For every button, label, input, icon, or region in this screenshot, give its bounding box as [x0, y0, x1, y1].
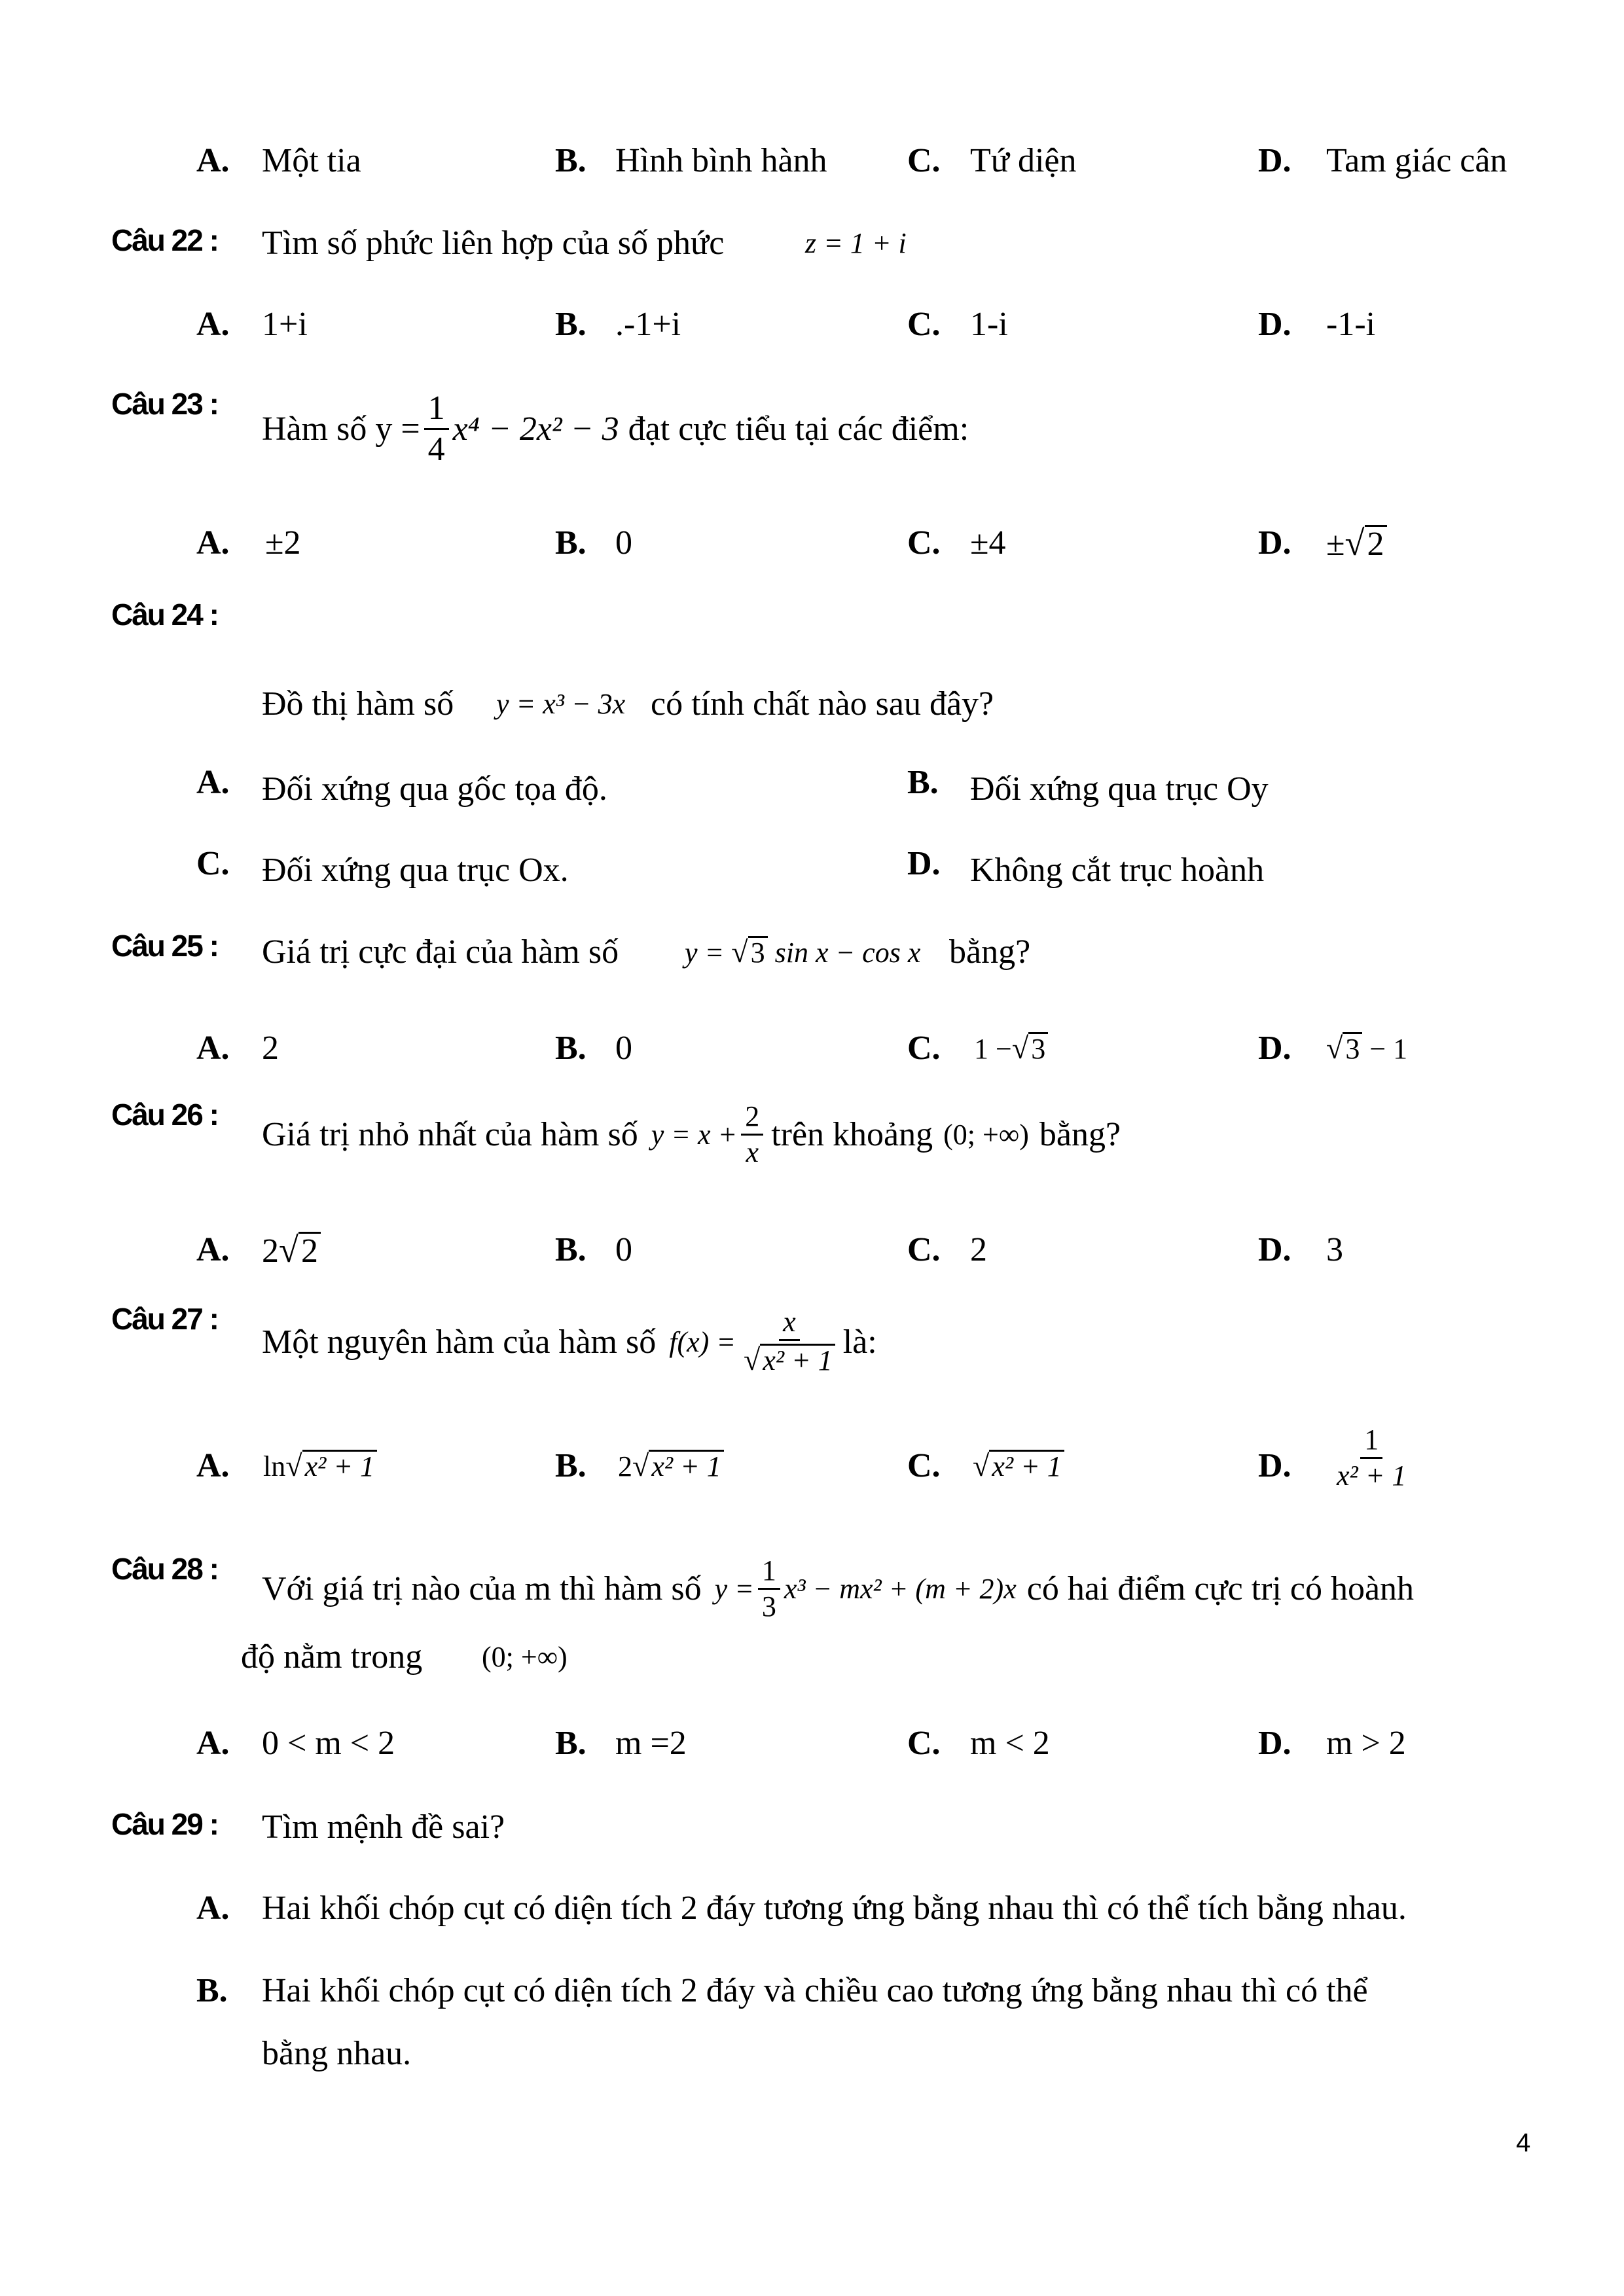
option-d-label: D.: [1258, 1030, 1291, 1067]
option-a-text: 0 < m < 2: [262, 1725, 395, 1762]
radicand: 3: [1343, 1032, 1362, 1064]
question-23-text-after: đạt cực tiểu tại các điểm:: [628, 410, 969, 448]
question-24-math: y = x³ − 3x: [496, 688, 626, 720]
option-b-label: B.: [555, 1030, 586, 1067]
answers-q25: [0, 1022, 1624, 1075]
radicand: x² + 1: [989, 1450, 1064, 1482]
option-b-text: .-1+i: [615, 306, 681, 343]
option-c-label: C.: [907, 1030, 941, 1067]
option-d-label: D.: [907, 845, 941, 882]
option-b-label: B.: [555, 524, 586, 562]
option-b-text: Đối xứng qua trục Oy: [970, 770, 1269, 808]
math-y: y =: [685, 937, 725, 969]
answers-q29-b-line2: [0, 2028, 1624, 2080]
option-b-text-line2: bằng nhau.: [262, 2035, 412, 2072]
option-d-text: -1-i: [1326, 306, 1376, 343]
answers-q22: [0, 298, 1624, 351]
option-a-label: A.: [196, 1890, 230, 1927]
option-a-label: A.: [196, 1231, 230, 1268]
question-28: [262, 1546, 1414, 1631]
option-b-text: Hai khối chóp cụt có diện tích 2 đáy và chiều cao tương ứng bằng nhau thì có thể: [262, 1972, 1368, 2009]
option-a-text: Đối xứng qua gốc tọa độ.: [262, 770, 607, 808]
option-c-text: Tứ diện: [970, 142, 1077, 179]
page-number: 4: [1516, 2128, 1531, 2157]
fraction: [424, 391, 449, 467]
option-b-label: B.: [196, 1972, 228, 2009]
option-a-label: A.: [196, 1030, 230, 1067]
fraction: [741, 1102, 763, 1167]
option-a-label: A.: [196, 306, 230, 343]
option-c-label: C.: [907, 1725, 941, 1762]
option-c-label: C.: [907, 524, 941, 562]
option-a-text: ±2: [265, 524, 301, 562]
question-26-label: Câu 26 :: [111, 1098, 218, 1132]
option-b-label: B.: [907, 764, 939, 801]
question-28-line2: [0, 1631, 1624, 1683]
radicand: 2: [1365, 525, 1387, 563]
question-25: [0, 926, 1624, 978]
option-c-math: √x² + 1: [973, 1440, 1064, 1493]
radicand: x² + 1: [302, 1450, 377, 1482]
option-b-label: B.: [555, 306, 586, 343]
question-27-text: Một nguyên hàm của hàm số: [262, 1323, 657, 1361]
option-d-label: D.: [1258, 1447, 1291, 1484]
option-c-label: C.: [907, 142, 941, 179]
fraction-numerator: x: [779, 1308, 800, 1341]
option-d-label: D.: [1258, 1231, 1291, 1268]
option-d-text: Không cắt trục hoành: [970, 852, 1265, 889]
question-24-text-after: có tính chất nào sau đây?: [651, 685, 994, 723]
question-26-text-after: bằng?: [1039, 1115, 1121, 1153]
question-22: [0, 217, 1624, 270]
option-d-text: Tam giác cân: [1326, 142, 1507, 179]
answers-q29-b: [0, 1965, 1624, 2017]
radicand: 2: [298, 1232, 321, 1270]
answers-q24-row1: [0, 763, 1624, 816]
question-28-math: x³ − mx² + (m + 2)x: [784, 1572, 1017, 1605]
option-b-text: 0: [615, 1030, 632, 1067]
option-a-math: 2√2: [262, 1224, 321, 1278]
question-25-label: Câu 25 :: [111, 929, 218, 963]
question-27-text-after: là:: [842, 1323, 877, 1361]
question-29-label: Câu 29 :: [111, 1807, 218, 1841]
option-c-label: C.: [907, 1231, 941, 1268]
option-c-text: m < 2: [970, 1725, 1050, 1762]
question-23: [262, 389, 969, 468]
option-b-label: B.: [555, 1447, 586, 1484]
option-a-label: A.: [196, 524, 230, 562]
option-c-text: 2: [970, 1231, 987, 1268]
question-27: [262, 1296, 877, 1388]
fraction-denominator: 4: [427, 430, 445, 468]
fraction-denominator: x: [746, 1136, 759, 1168]
answers-q23: [0, 517, 1624, 569]
question-25-text: Giá trị cực đại của hàm số: [262, 933, 619, 971]
option-d-label: D.: [1258, 1725, 1291, 1762]
option-c-text: Đối xứng qua trục Ox.: [262, 852, 569, 889]
option-c-text: ±4: [970, 524, 1006, 562]
question-29: [0, 1801, 1624, 1854]
math-y: y =: [714, 1572, 754, 1605]
question-28-line2-text: độ nằm trong: [241, 1638, 423, 1676]
fraction: [758, 1556, 780, 1621]
answers-q29-a: [0, 1882, 1624, 1935]
option-b-text: 0: [615, 1231, 632, 1268]
option-b-text: m =2: [615, 1725, 687, 1762]
option-d-math: ±√2: [1326, 517, 1387, 571]
question-26: [262, 1092, 1121, 1177]
math-prefix: 2: [618, 1450, 632, 1482]
option-b-math: 2√x² + 1: [618, 1440, 724, 1493]
fraction-numerator: 1: [424, 391, 449, 430]
question-23-text: Hàm số y =: [262, 410, 420, 448]
answers-q26: [0, 1224, 1624, 1276]
plus-minus: ±: [1326, 526, 1345, 563]
interval: (0; +∞): [943, 1118, 1029, 1151]
question-26-text-mid: trên khoảng: [771, 1115, 933, 1153]
option-b-text: 0: [615, 524, 632, 562]
option-b-label: B.: [555, 142, 586, 179]
option-d-label: D.: [1258, 142, 1291, 179]
option-d-fraction: [1333, 1426, 1410, 1490]
option-a-math: ln√x² + 1: [263, 1440, 377, 1493]
fraction-numerator: 1: [758, 1556, 780, 1590]
math-y: y = x +: [651, 1118, 738, 1151]
answers-q24-row2: [0, 844, 1624, 897]
option-a-label: A.: [196, 764, 230, 801]
question-23-label: Câu 23 :: [111, 387, 218, 421]
option-d-math: √3 − 1: [1326, 1031, 1408, 1065]
radicand: 3: [748, 936, 768, 968]
question-22-text: Tìm số phức liên hợp của số phức: [262, 224, 725, 262]
question-27-label: Câu 27 :: [111, 1302, 218, 1336]
math-suffix: − 1: [1369, 1033, 1408, 1065]
answers-q27: [0, 1424, 1624, 1512]
question-29-text: Tìm mệnh đề sai?: [262, 1808, 505, 1846]
option-a-label: A.: [196, 1447, 230, 1484]
question-25-math: y = √3 sin x − cos x: [685, 935, 921, 969]
option-d-label: D.: [1258, 524, 1291, 562]
question-25-text-after: bằng?: [949, 933, 1031, 971]
answers-q28: [0, 1717, 1624, 1770]
option-c-label: C.: [196, 845, 230, 882]
math-rest: sin x − cos x: [774, 937, 921, 969]
option-a-label: A.: [196, 1725, 230, 1762]
option-c-text: 1-i: [970, 306, 1008, 343]
option-b-label: B.: [555, 1231, 586, 1268]
option-b-label: B.: [555, 1725, 586, 1762]
option-a-label: A.: [196, 142, 230, 179]
fraction-numerator: 2: [741, 1102, 763, 1136]
question-26-text: Giá trị nhỏ nhất của hàm số: [262, 1115, 638, 1153]
question-23-math: x⁴ − 2x² − 3: [452, 410, 619, 448]
interval: (0; +∞): [482, 1641, 568, 1673]
question-22-math: z = 1 + i: [805, 227, 907, 259]
question-28-label: Câu 28 :: [111, 1552, 218, 1586]
option-a-text: 2: [262, 1030, 279, 1067]
option-a-text: Một tia: [262, 142, 361, 179]
question-24-label: Câu 24 :: [111, 598, 218, 632]
fraction-denominator: x² + 1: [1337, 1460, 1407, 1492]
option-a-text: Hai khối chóp cụt có diện tích 2 đáy tương ứng bằng nhau thì có thể tích bằng nhau.: [262, 1890, 1407, 1927]
answers-q21: [0, 135, 1624, 187]
option-d-text: 3: [1326, 1231, 1343, 1268]
option-c-label: C.: [907, 1447, 941, 1484]
question-28-text-after: có hai điểm cực trị có hoành: [1026, 1570, 1415, 1607]
radicand: 3: [1028, 1032, 1048, 1064]
option-c-label: C.: [907, 306, 941, 343]
math-prefix: ln: [263, 1450, 286, 1482]
question-22-label: Câu 22 :: [111, 223, 218, 257]
question-24-text: Đồ thị hàm số: [262, 685, 454, 723]
option-d-text: m > 2: [1326, 1725, 1406, 1762]
math-f: f(x) =: [669, 1325, 736, 1358]
fraction: [740, 1305, 839, 1376]
math-prefix: 1 −: [974, 1033, 1012, 1065]
radicand: x² + 1: [760, 1344, 835, 1376]
option-a-text: 1+i: [262, 306, 308, 343]
option-d-label: D.: [1258, 306, 1291, 343]
option-c-math: 1 −√3: [974, 1022, 1048, 1075]
question-28-text: Với giá trị nào của m thì hàm số: [262, 1570, 702, 1607]
fraction-numerator: 1: [1360, 1426, 1382, 1459]
radicand: x² + 1: [649, 1450, 723, 1482]
question-24: [0, 678, 1624, 730]
math-prefix: 2: [262, 1232, 279, 1270]
fraction-denominator: √x² + 1: [740, 1341, 839, 1376]
fraction-denominator: 3: [761, 1590, 776, 1623]
option-b-text: Hình bình hành: [615, 142, 827, 179]
